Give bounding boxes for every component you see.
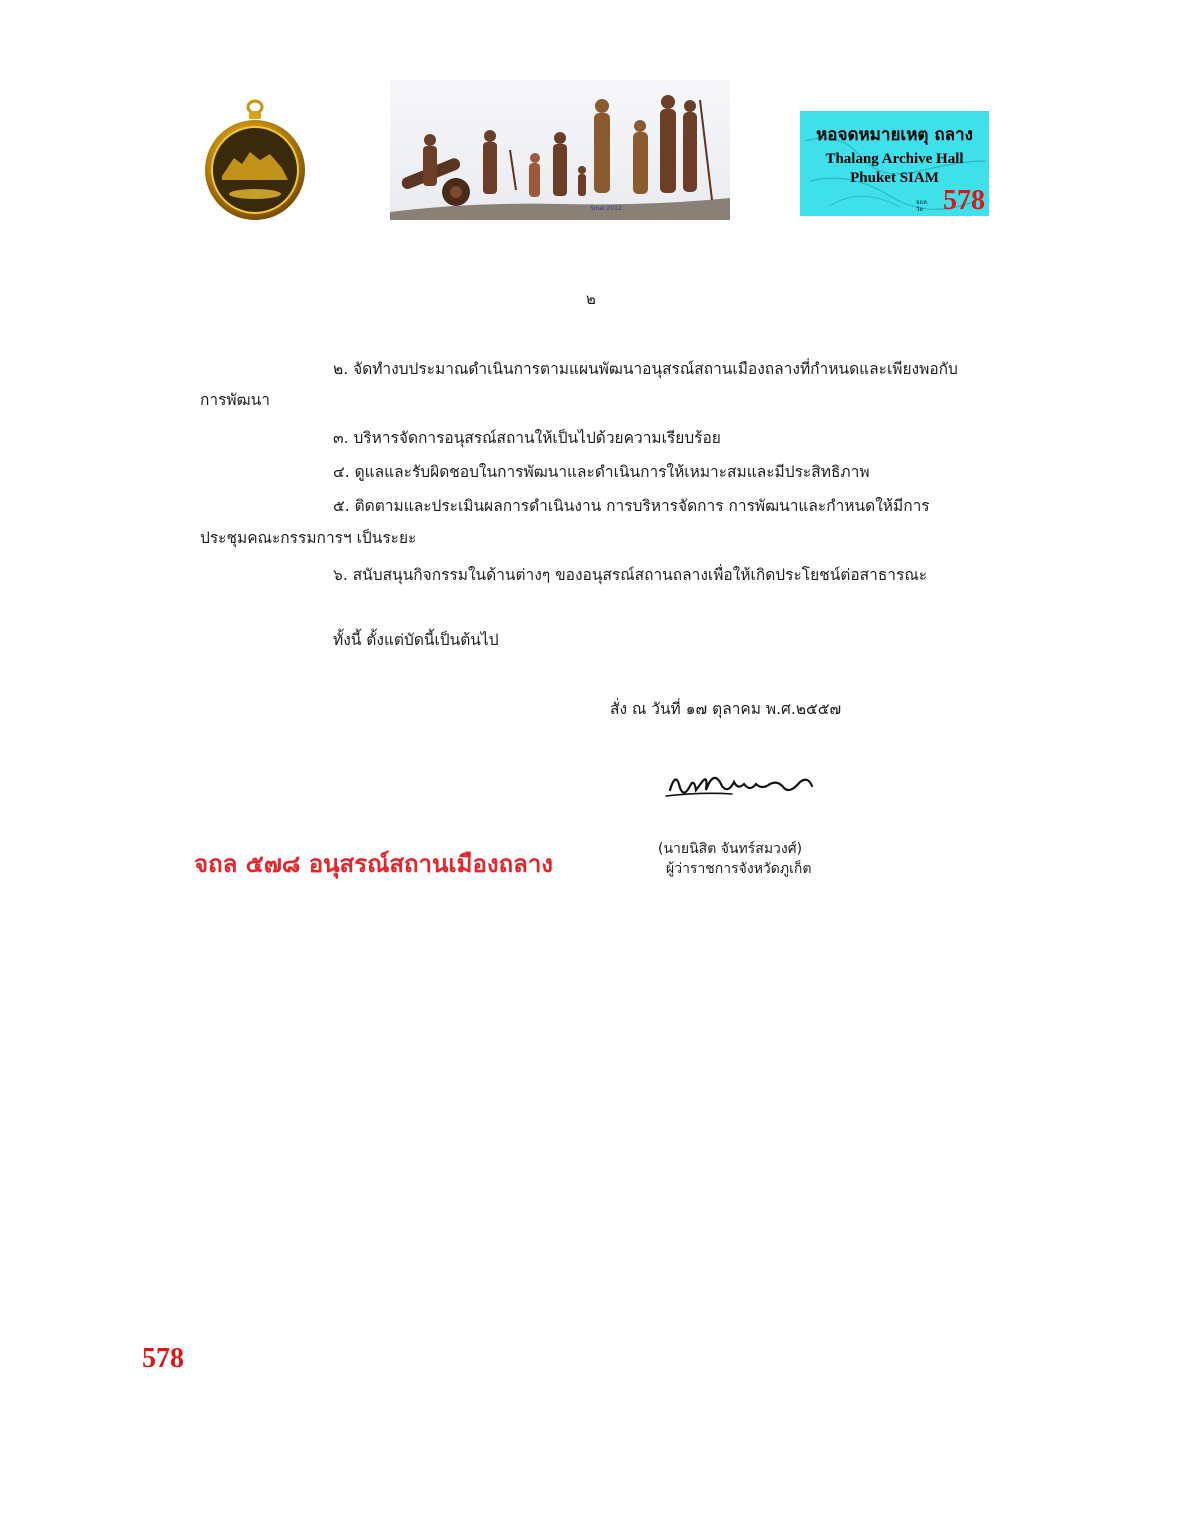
signer-name: (นายนิสิต จันทร์สมวงศ์) [658, 841, 803, 857]
archive-stamp-text: จถล ๕๗๘ อนุสรณ์สถานเมืองถลาง [194, 850, 554, 878]
signer-title: ผู้ว่าราชการจังหวัดภูเก็ต [666, 861, 812, 877]
archive-small-label [916, 199, 929, 213]
page-number: ๒ [586, 290, 596, 308]
footer-number: 578 [142, 1343, 184, 1374]
banner-caption: Sinai 2012 [590, 205, 622, 212]
archive-small-label-2: วัย [916, 206, 923, 213]
signature [662, 760, 822, 805]
archive-title-en-1: Thalang Archive Hall [825, 151, 964, 167]
item-5-line-2: ประชุมคณะกรรมการฯ เป็นระยะ [200, 529, 417, 547]
date-line: สั่ง ณ วันที่ ๑๗ ตุลาคม พ.ศ.๒๕๕๗ [610, 700, 842, 718]
item-2-line-2: การพัฒนา [200, 391, 270, 409]
archive-title-en-2: Phuket SIAM [850, 170, 939, 186]
item-2-line-1: ๒. จัดทำงบประมาณดำเนินการตามแผนพัฒนาอนุสรณ์สถานเมืองถลางที่กำหนดและเพียงพอกับ [333, 360, 958, 378]
item-3-line-1: ๓. บริหารจัดการอนุสรณ์สถานให้เป็นไปด้วยความเรียบร้อย [333, 429, 721, 447]
item-4-line-1: ๔. ดูแลและรับผิดชอบในการพัฒนาและดำเนินการให้เหมาะสมและมีประสิทธิภาพ [333, 463, 870, 481]
gold-medal-icon [200, 98, 310, 223]
archive-small-label-1: จถล. [916, 199, 929, 206]
archive-badge [800, 111, 989, 216]
item-5-line-1: ๕. ติดตามและประเมินผลการดำเนินงาน การบริหารจัดการ การพัฒนาและกำหนดให้มีการ [333, 497, 930, 515]
statue-banner [390, 80, 730, 220]
item-6-line-1: ๖. สนับสนุนกิจกรรมในด้านต่างๆ ของอนุสรณ์สถานถลางเพื่อให้เกิดประโยชน์ต่อสาธารณะ [333, 566, 928, 584]
archive-number: 578 [943, 185, 985, 216]
effective-clause: ทั้งนี้ ตั้งแต่บัดนี้เป็นต้นไป [333, 631, 499, 649]
archive-title-th: หอจดหมายเหตุ ถลาง [816, 125, 973, 145]
